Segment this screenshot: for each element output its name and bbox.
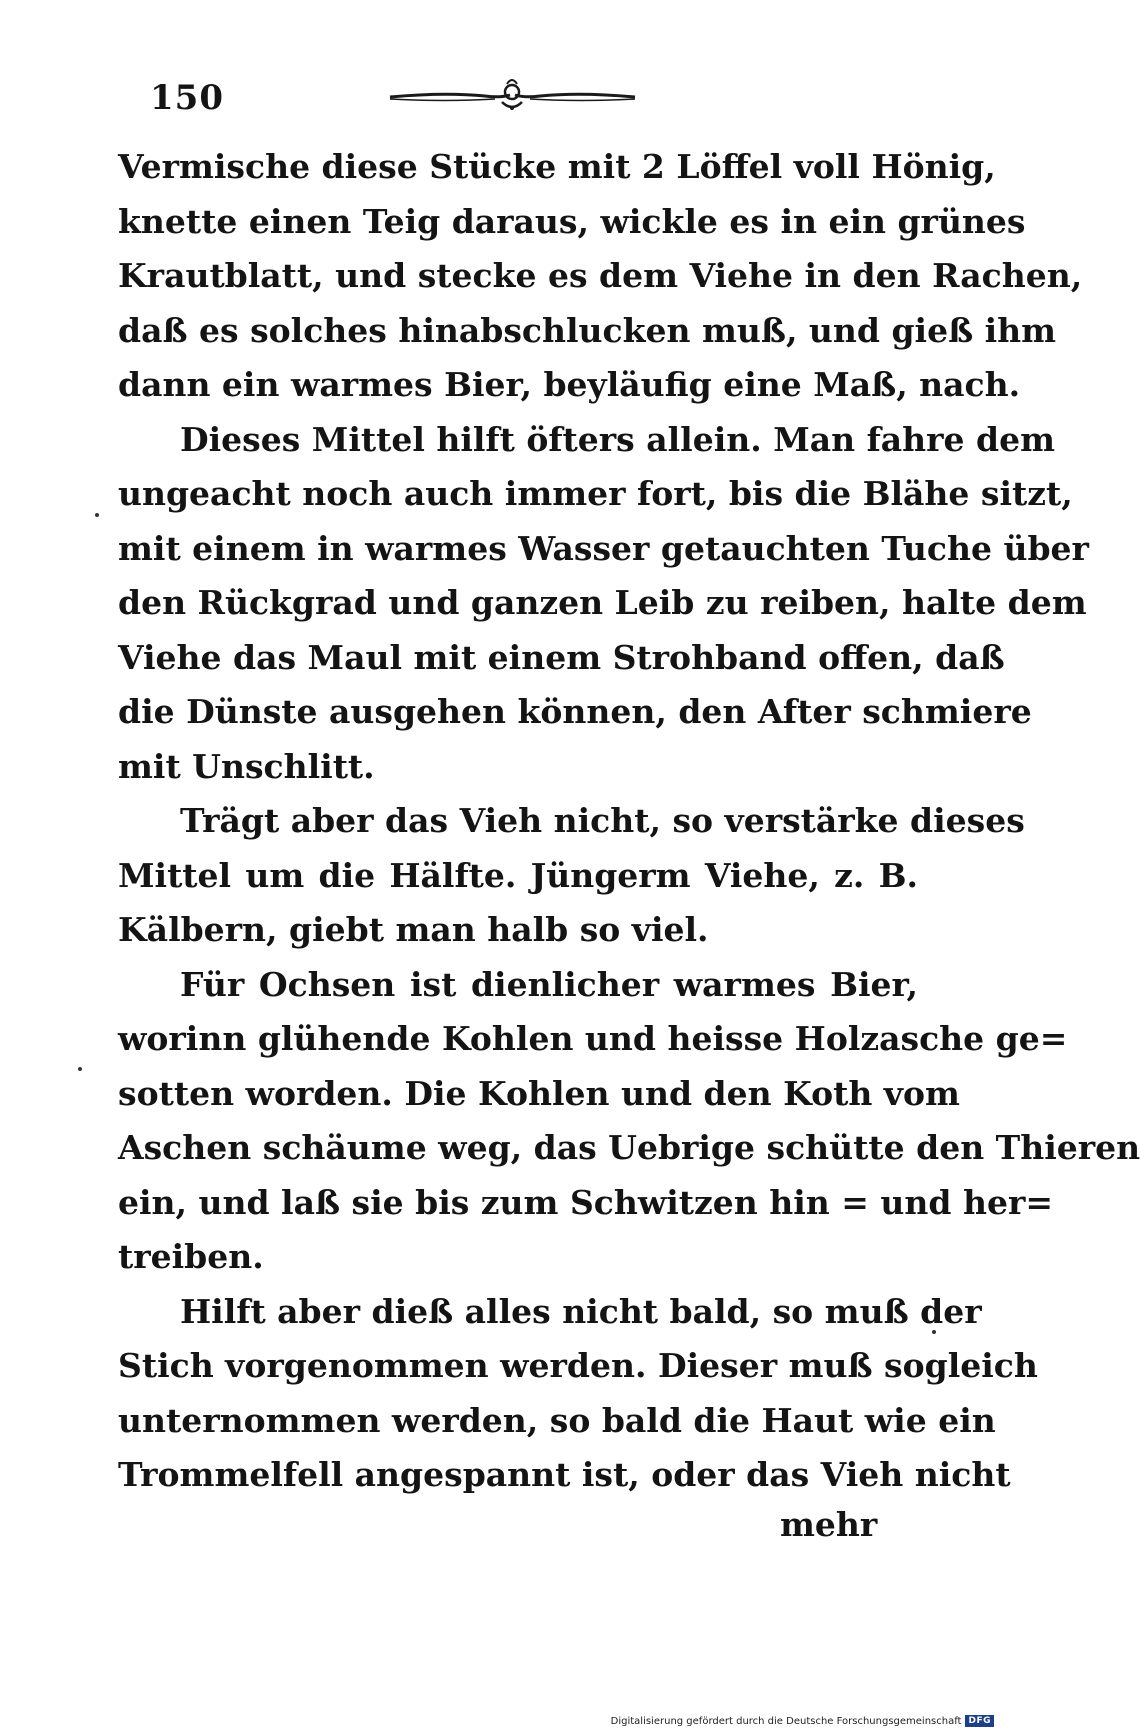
ink-speck [932,1330,936,1334]
text-line: knette einen Teig daraus, wickle es in ein grünes [118,201,1026,241]
text-line: Hilft aber dieß alles nicht bald, so muß der [180,1291,982,1331]
text-line: daß es solches hinabschlucken muß, und gieß ihm [118,310,1057,350]
credit-text: Digitalisierung gefördert durch die Deutsche Forschungsgemeinschaft [610,1715,962,1727]
paragraph [118,794,1025,958]
text-line: Vermische diese Stücke mit 2 Löffel voll Hönig, [118,147,996,186]
paragraph [118,958,1140,1285]
text-line: mit Unschlitt. [118,746,375,786]
ornament-rule-icon [385,72,640,122]
text-line: ungeacht noch auch immer fort, bis die Blähe sitzt, [118,474,1073,513]
catchword: mehr [780,1505,878,1544]
text-line: dann ein warmes Bier, beyläufig eine Maß, nach. [118,365,1021,404]
paragraph [118,1285,1038,1503]
text-line: die Dünste ausgehen können, den After schmiere [118,692,1032,731]
text-line: Trägt aber das Vieh nicht, so verstärke dieses [180,801,1025,840]
text-line: den Rückgrad und ganzen Leib zu reiben, halte dem [118,583,1087,622]
page-number: 150 [150,78,224,118]
text-line: worinn glühende Kohlen und heisse Holzasche ge= [118,1019,1068,1058]
text-line: Aschen schäume weg, das Uebrige schütte den Thieren [118,1128,1140,1167]
body-text [118,140,1140,1503]
text-line: Stich vorgenommen werden. Dieser muß sogleich [118,1346,1038,1385]
text-line: ein, und laß sie bis zum Schwitzen hin = und her= [118,1182,1053,1222]
digitization-credit [611,1715,994,1727]
text-line: Trommelfell angespannt ist, oder das Vieh nicht [118,1455,1011,1494]
text-line: Für Ochsen ist dienlicher warmes Bier, [180,964,918,1004]
text-line: mit einem in warmes Wasser getauchten Tuche über [118,528,1089,568]
text-line: Dieses Mittel hilft öfters allein. Man fahre dem [180,419,1056,459]
text-line: treiben. [118,1237,264,1276]
ink-speck [95,513,99,517]
paragraph [118,413,1089,795]
text-line: sotten worden. Die Kohlen und den Koth vom [118,1073,960,1113]
text-line: Mittel um die Hälfte. Jüngerm Viehe, z. B. [118,855,918,895]
dfg-logo-icon: DFG [965,1715,994,1727]
text-line: Krautblatt, und stecke es dem Viehe in den Rachen, [118,256,1083,295]
ink-speck [78,1067,82,1071]
text-line: Viehe das Maul mit einem Strohband offen, daß [118,637,1005,677]
text-line: Kälbern, giebt man halb so viel. [118,910,709,949]
paragraph [118,140,1083,413]
text-line: unternommen werden, so bald die Haut wie ein [118,1400,996,1440]
